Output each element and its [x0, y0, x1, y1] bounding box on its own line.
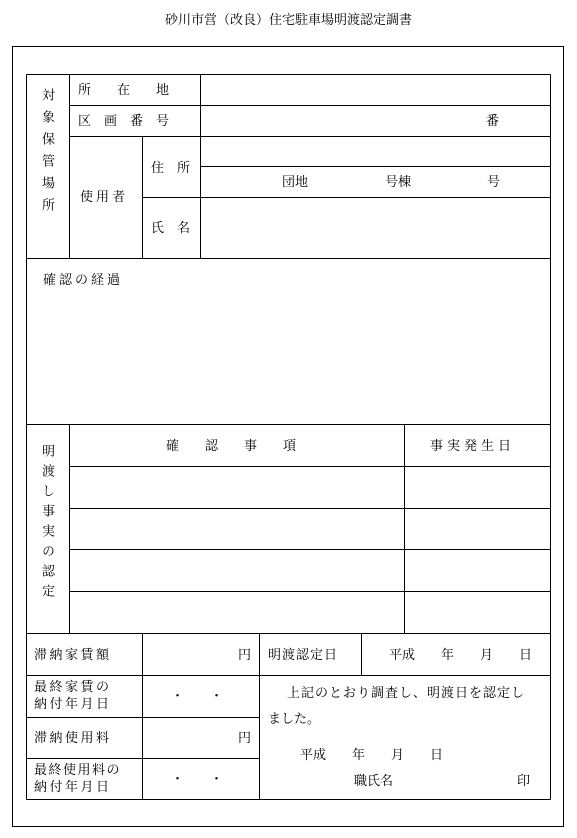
gotou-unit: 号棟: [385, 175, 412, 190]
rent-yen-unit: 円: [238, 648, 252, 663]
facts-item-header: 確 認 事 項: [166, 439, 297, 454]
location-label: 所 在 地: [78, 83, 170, 98]
address-line-field[interactable]: [201, 137, 550, 166]
handover-date-label: 明渡認定日: [268, 648, 339, 663]
facts-date-field-4[interactable]: [405, 592, 550, 633]
statement-line2: ました。: [268, 712, 321, 727]
seal-mark: 印: [517, 774, 531, 789]
facts-item-field-2[interactable]: [70, 509, 404, 549]
final-rent-date-dots: ・ ・: [171, 689, 224, 704]
usage-yen-unit: 円: [238, 731, 252, 746]
target-section-label: 対象保管場所: [39, 88, 54, 220]
statement-line1: 上記のとおり調査し、明渡日を認定し: [287, 686, 526, 701]
user-label: 使用者: [80, 190, 129, 205]
rent-arrears-label: 滞納家賃額: [34, 648, 112, 663]
go-unit: 号: [487, 175, 501, 190]
facts-date-header: 事実発生日: [430, 439, 516, 454]
final-usage-label-line2: 納付年月日: [34, 780, 112, 795]
official-name-label: 職氏名: [354, 774, 394, 789]
facts-date-field-1[interactable]: [405, 467, 550, 508]
final-rent-label-line1: 最終家賃の: [34, 680, 112, 695]
facts-section-label: 明渡し事実の認定: [39, 444, 54, 604]
process-label: 確認の経過: [43, 273, 124, 288]
danchi-unit: 団地: [282, 175, 309, 190]
facts-item-field-1[interactable]: [70, 467, 404, 508]
handover-date-value: 平成 年 月 日: [389, 648, 533, 663]
name-field[interactable]: [201, 198, 550, 258]
usage-arrears-label: 滞納使用料: [34, 731, 112, 746]
final-rent-label-line2: 納付年月日: [34, 697, 112, 712]
page-title: 砂川市営（改良）住宅駐車場明渡認定調書: [164, 13, 412, 28]
official-name-field[interactable]: [400, 768, 510, 794]
final-usage-date-dots: ・ ・: [171, 772, 224, 787]
facts-item-field-3[interactable]: [70, 550, 404, 591]
name-label: 氏 名: [151, 221, 191, 236]
final-usage-label-line1: 最終使用料の: [34, 763, 122, 778]
facts-date-field-2[interactable]: [405, 509, 550, 549]
location-field[interactable]: [201, 75, 550, 105]
lot-unit: 番: [486, 114, 500, 129]
address-label: 住 所: [151, 161, 191, 176]
process-field[interactable]: [27, 259, 550, 424]
facts-date-field-3[interactable]: [405, 550, 550, 591]
facts-item-field-4[interactable]: [70, 592, 404, 633]
sign-date: 平成 年 月 日: [300, 748, 444, 763]
lot-number-label: 区 画 番 号: [78, 114, 170, 129]
